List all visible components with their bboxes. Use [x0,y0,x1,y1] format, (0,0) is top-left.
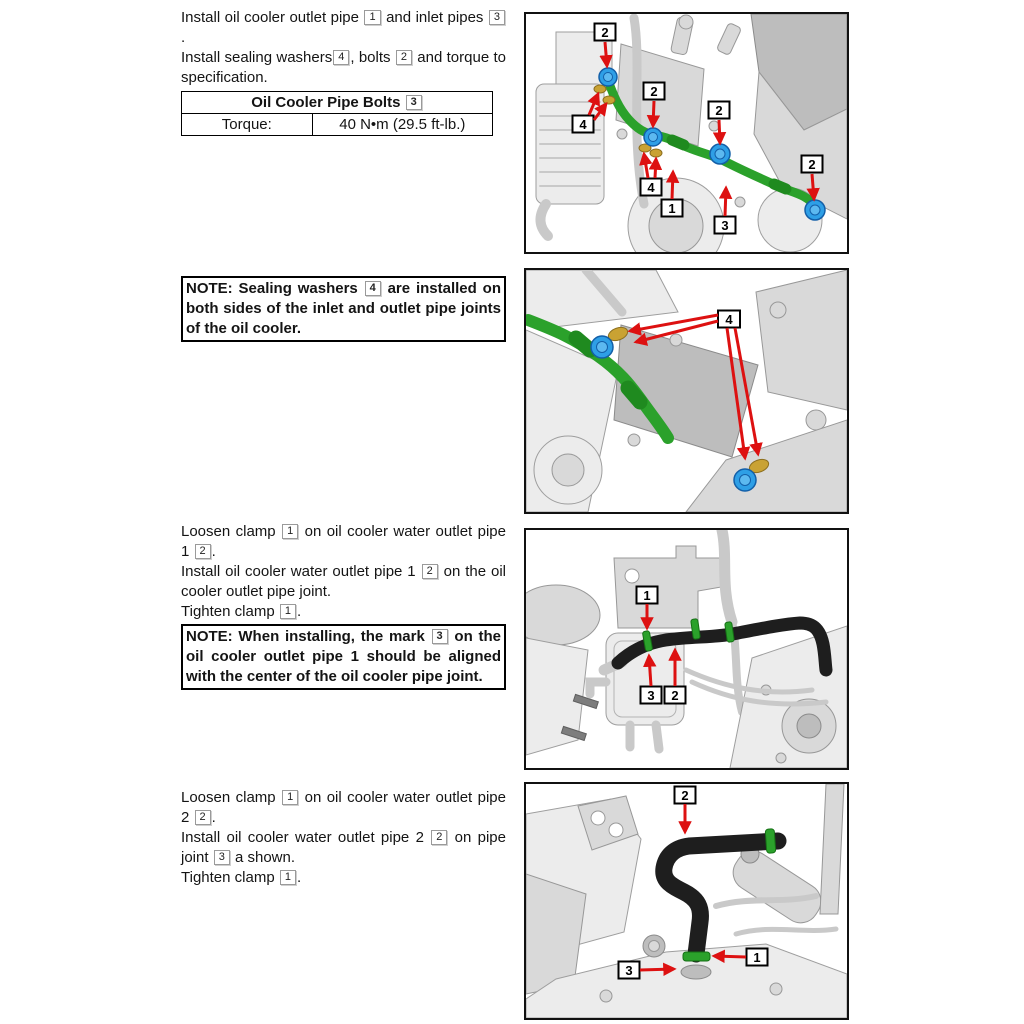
part-ref: 1 [364,10,380,25]
part-ref: 2 [396,50,412,65]
section-install-pipes-text [181,8,506,136]
callout-label: 4 [647,180,655,195]
hose-clamp [765,829,776,854]
spec-table-header [182,92,493,114]
instruction-paragraph: Install oil cooler water outlet pipe 2 2 on pipe joint 3 a shown. [181,829,506,866]
part-ref: 3 [406,95,422,110]
figure-water-outlet-pipe-1 [524,528,849,770]
engine-illustration-pipes [526,14,847,252]
callout-label: 2 [808,157,816,172]
callout-label: 4 [725,312,733,327]
section-water-outlet-pipe-2-text [181,788,506,888]
callout-label: 2 [671,688,679,703]
pipe-joint-collar [576,338,590,350]
part-ref: 2 [431,830,447,845]
callout-label: 3 [647,688,655,703]
spec-row-value: 40 N•m (29.5 ft-lb.) [312,114,492,136]
hose-clamp [683,952,710,961]
pipe-joint-collar [774,184,786,189]
part-ref: 3 [214,850,230,865]
pipe-joint [681,965,711,979]
part-ref: 4 [333,50,349,65]
callout-label: 2 [650,84,658,99]
callout-label: 1 [668,201,676,216]
instruction-paragraph: Tighten clamp 1 . [181,603,302,620]
pipe-joint-collar [672,140,684,145]
section-water-outlet-pipe-1-text [181,522,506,690]
figure-sealing-washers [524,268,849,514]
engine-background [526,270,847,512]
part-ref: 3 [432,629,448,644]
part-ref: 2 [195,810,211,825]
sealing-washer [603,96,615,104]
pipe-bolt-head [597,342,608,353]
engine-illustration-washers [526,270,847,512]
pipe-bolt-head [740,475,751,486]
callout-label: 3 [625,963,633,978]
part-ref: 1 [280,604,296,619]
instruction-paragraph: Install sealing washers 4 , bolts 2 and torque to specification. [181,49,506,86]
callout-label: 3 [721,218,729,233]
engine-illustration-hose-2 [526,784,847,1018]
engine-illustration-hose-1 [526,530,847,768]
instruction-paragraph: Loosen clamp 1 on oil cooler water outlet pipe 1 2 . [181,523,506,560]
part-ref: 1 [282,790,298,805]
callout-label: 2 [601,25,609,40]
part-ref: 1 [282,524,298,539]
part-ref: 4 [365,281,381,296]
part-ref: 1 [280,870,296,885]
part-ref: 3 [489,10,505,25]
callout-label: 1 [643,588,651,603]
callout-pipe-2 [675,787,696,833]
part-ref: 2 [422,564,438,579]
spec-row-label: Torque: [182,114,313,136]
note-box: NOTE: Sealing washers 4 are installed on both sides of the inlet and outlet pipe joints of the oil cooler. [181,276,506,342]
callout-label: 2 [681,788,689,803]
section-sealing-washers-text [181,276,506,342]
torque-spec-table [181,91,493,136]
note-box: NOTE: When installing, the mark 3 on the oil cooler outlet pipe 1 should be aligned with the center of the oil cooler pipe joint. [181,624,506,690]
callout-label: 1 [753,950,761,965]
callout-label: 4 [579,117,587,132]
instruction-paragraph: Tighten clamp 1 . [181,869,302,886]
spec-table-title: Oil Cooler Pipe Bolts [251,93,401,111]
instruction-paragraph: Loosen clamp 1 on oil cooler water outlet pipe 2 2 . [181,789,506,826]
figure-water-outlet-pipe-2 [524,782,849,1020]
sealing-washer [594,85,606,93]
instruction-paragraph: Install oil cooler outlet pipe 1 and inlet pipes 3. [181,8,506,48]
part-ref: 2 [195,544,211,559]
pipe-joint-collar [628,388,640,402]
table-row [182,114,493,136]
figure-oil-cooler-pipes [524,12,849,254]
instruction-paragraph: Install oil cooler water outlet pipe 1 2 on the oil cooler outlet pipe joint. [181,563,507,600]
engine-background [526,530,847,768]
callout-label: 2 [715,103,723,118]
sealing-washer [650,149,662,157]
